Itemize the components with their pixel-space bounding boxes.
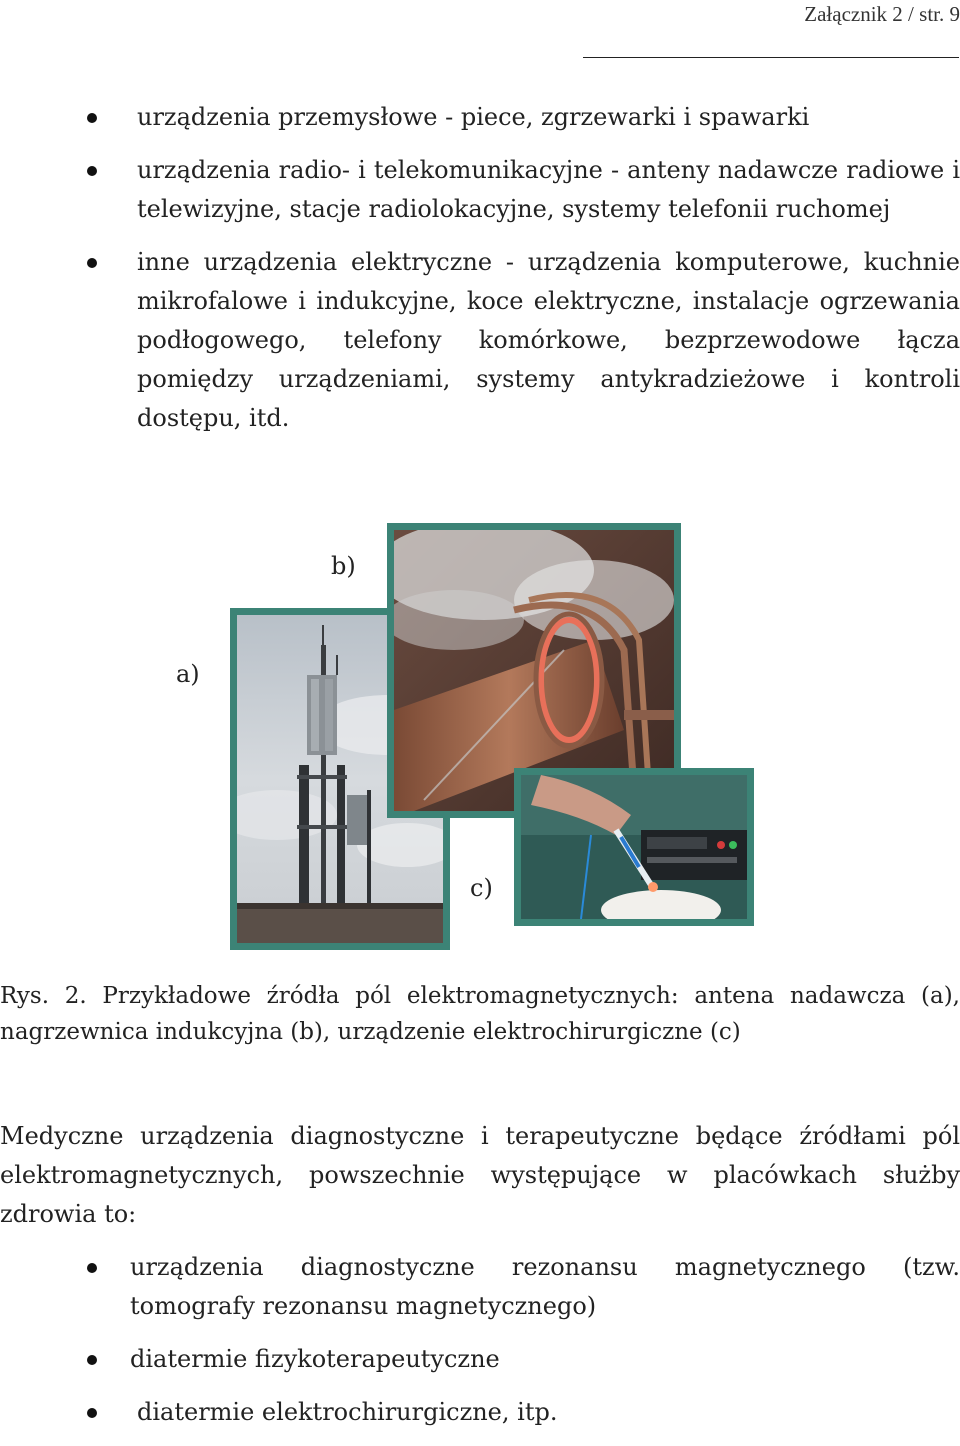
figure-label-b: b) <box>331 552 356 580</box>
figure-label-a: a) <box>176 660 200 688</box>
list-item-text: diatermie elektrochirurgiczne, itp. <box>137 1398 558 1426</box>
list-item-text: urządzenia radio- i telekomunikacyjne - anteny nadawcze radiowe i telewizyjne, stacje radiolokacyjne, systemy telefonii ruchomej <box>137 156 960 223</box>
header-rule <box>583 57 959 58</box>
page-header: Załącznik 2 / str. 9 <box>804 2 960 26</box>
bullet-list-sources <box>0 98 960 452</box>
list-item-text: urządzenia przemysłowe - piece, zgrzewarki i spawarki <box>137 103 810 131</box>
bullet-list-medical <box>0 1248 960 1446</box>
list-item <box>0 1393 960 1432</box>
list-item-text: inne urządzenia elektryczne - urządzenia komputerowe, kuchnie mikrofalowe i indukcyjne, koce elektryczne, instalacje ogrzewania podłogowego, telefony komórkowe, bezprzewodowe łącza pomiędzy urządzeniami, systemy antykradzieżowe i kontroli dostępu, itd. <box>137 248 960 432</box>
list-item <box>0 243 960 438</box>
body-paragraph: Medyczne urządzenia diagnostyczne i terapeutyczne będące źródłami pól elektromagnetycznych, powszechnie występujące w placówkach służby zdrowia to: <box>0 1122 960 1228</box>
list-item <box>0 1248 960 1326</box>
list-item <box>0 151 960 229</box>
bullet-dot-icon <box>87 1355 97 1365</box>
figure-em-sources <box>0 520 960 960</box>
bullet-dot-icon <box>87 166 97 176</box>
figure-label-c: c) <box>470 874 493 902</box>
list-item <box>0 98 960 137</box>
list-item <box>0 1340 960 1379</box>
electrosurgical-illustration <box>521 775 747 919</box>
bullet-dot-icon <box>87 1263 97 1273</box>
bullet-dot-icon <box>87 1408 97 1418</box>
photo-electrosurgical-device <box>514 768 754 926</box>
list-item-text: urządzenia diagnostyczne rezonansu magnetycznego (tzw. tomografy rezonansu magnetycznego) <box>130 1253 960 1320</box>
bullet-dot-icon <box>87 113 97 123</box>
bullet-dot-icon <box>87 258 97 268</box>
list-item-text: diatermie fizykoterapeutyczne <box>130 1345 500 1373</box>
figure-caption: Rys. 2. Przykładowe źródła pól elektromagnetycznych: antena nadawcza (a), nagrzewnica indukcyjna (b), urządzenie elektrochirurgiczne (c) <box>0 983 960 1045</box>
